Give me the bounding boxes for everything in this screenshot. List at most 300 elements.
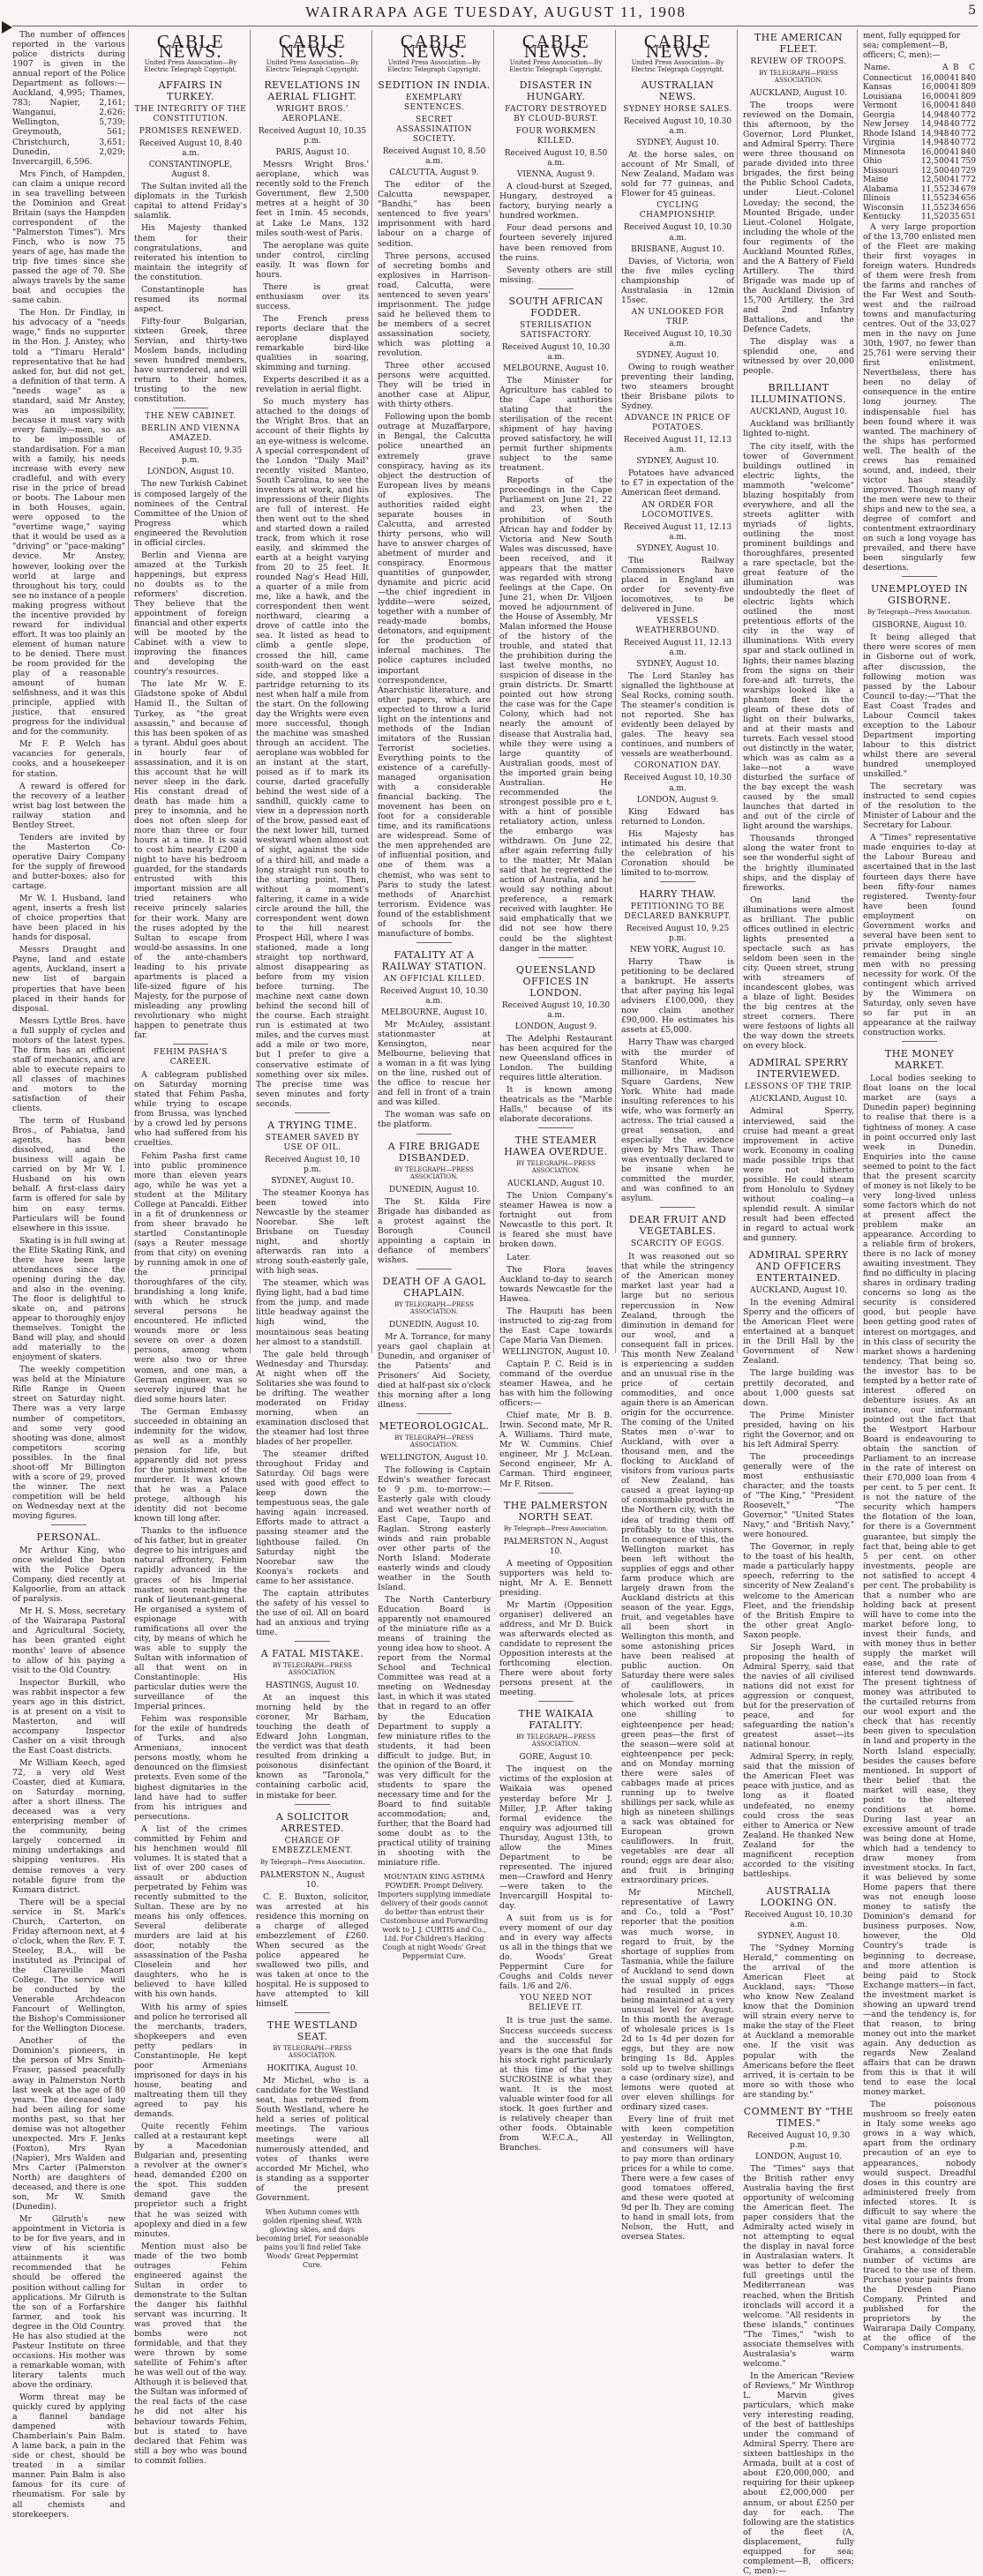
article-body [621,257,734,305]
dateline: NEW YORK, August 10. [629,946,726,955]
fleet-table-row [863,185,976,195]
paragraph: The Hon. Dr Findlay, in his advocacy of a "needs wage," finds no supporter in the Hon. J. Anstey, who told a "Timaru Herald" representative that he had asked for, but did not get, a definition of that term. A "needs wage" as a standard, said Mr Anstey, was an impossibility, because it must vary with every family—men, so as to be impossible of standardisation. For a man with a family, his needs increase with every new cradleful, and with every rise in the price of bread or boots. The Labour men in both Houses, again, were opposed to the "overtime wage," saying that it would be used as a "driving" or "pace-making" device. Mr Anstey, however, looking over the world at large and throughout his tory, could see no instance of a people making progress without the incentive provided by reward for individual effort. It was too plainly an element of human nature to be denied. There must be room provided for the play of a reasonable amount of human selfishness, and it was this principle, applied with justice, that ensured progress for the individual and for the community. [12,308,125,738]
assoc-line: United Press Association—By Electric Telegraph Copyright. [509,59,603,74]
dateline: MELBOURNE, August 10. [381,1007,487,1017]
fleet-table-header-cell: B [953,64,959,73]
paragraph: Mr Michel, who is a candidate for the Westland seat, has returned from South Westland, where he held a series of political meetings. The various meetings were all numerously attended, and votes of thanks were accorded Mr Michel, who is standing as a supporter of the present Government. [256,2076,369,2203]
paragraph: Reports of the proceedings in the Cape Parliament on June 21, 22 and 23, when the prohibition of South African hay and fodder by Victoria and New South Wales was discussed, have been received, and it appears that the matter was regarded with strong feelings at the Cape. On June 21, when Dr. Viljoen moved he adjournment of the House of Assembly, Mr Malan informed the House of the history of the trouble, and stated that the prohibition during the last twelve months, no suspicion of disease in the grain districts. Dr. Smartt pointed out how strong the case was for the Cape Colony, which had not nearly the amount of disease that Australia had, while they were using a large quantity of Australian goods, most of the imported grain being Australian. He recommended the strongest possible pro e t, with a hint of possible retaliatory action, unless the embargo was withdrawn. On June 22, after again referring fully to the matter, Mr Malan said that he regretted the action of Australia, and he would say nothing about preference, a remark received with laughter. He said emphatically that we did not see how there could be the slightest danger in the matter. [499,476,612,954]
assoc-line: United Press Association—By Electric Telegraph Copyright. [144,59,237,74]
fleet-table-cell: 772 [960,129,976,139]
dateline: LONDON, August 10. [754,2152,843,2161]
paragraph: So much mystery has attached to the doings of the Wright Bros. that an account of their flights by an eye-witness is welcome. A special correspondent of the London "Daily Mail" recently visited Manteo, South Carolina, to see the inventors at work, and his impressions of their flights are full of interest. He then went out to the shed and started down a railed track, from which it rose easily, and skimmed the earth at a height varying from 20 to 25 feet. It rounded Nag's Head Hill, a quarter of a mile from me, like a hawk, and the correspondent then went northward, clearing a drove of cattle into the sea. It listed as head to climb a gentle slope, crossed the hill, came south-ward on the east side, and stopped like a partridge returning to its nest when half a mile from the start. On the following day the Wrights were even more successful, though the machine was smashed through an accident. The aeroplane was wobbled for an instant at the start, poised as if to mark its course, darted gracefully behind the west side of a sandhill, quickly came to view in a depression north of the brow, passed east of the next lower hill, turned westward when almost out of sight, against the side of a third hill, and made a long straight run south to the starting point. Then, without a moment's faltering, it came in a wide circle around the hill, the correspondent went down to the hill nearest Prospect Hill, where I was stationed, made a long straight top northward, almost disappearing as before from my vision before turning. The machine next came down behind the second hill of the course. Each straight run is estimated at two miles, and the curves must add a mile or two more, but I prefer to give a conservative estimate of something over six miles. The precise time was seven minutes and forty seconds. [256,397,369,1109]
article-heading: REVELATIONS IN AERIAL FLIGHT. [264,79,361,103]
column-7 [743,30,854,2576]
column-divider [128,30,129,1353]
paragraph: Inspector Burkill, who was rabbit inspector a few years ago in this district, is at present on a visit to Masterton, and will accompany Inspector Casher on a visit through the East Coast districts. [12,1677,125,1756]
dateline: SYDNEY, August 10. [636,350,719,360]
received-line: Received August 10, 9.30 p.m. [747,2130,851,2150]
paragraph: It is known among theatricals as the "Marble Halls," because of its elaborate decorations. [499,1084,612,1125]
fleet-table-cell: 651 [960,213,976,222]
assoc-line: United Press Association—By Electric Telegraph Copyright. [631,59,724,74]
received-line: Received August 10, 10.30 a.m. [379,986,489,1006]
article-body [256,160,369,1109]
article-heading: A FIRE BRIGADE DISBANDED. [387,1140,481,1164]
fleet-table-cell: 41 [949,157,960,167]
article-subheading: LESSONS OF THE TRIP. [744,1082,853,1092]
article-subheading: THE NEW CABINET. [145,412,236,422]
dateline: LONDON, August 10. [146,468,235,477]
article-heading: UNEMPLOYED IN GISBORNE. [871,583,968,607]
paragraph: Skating is in full swing at the Elite Skating Rink, and there have been large attendances since the opening during the day, and also in the evening. The floor is delightful to skate on, and patrons appear to thoroughly enjoy themselves. Tonight the Band will play, and should add materially to the enjoyment of skaters. [12,1235,125,1363]
received-line: Received August 10, 10.30 a.m. [501,1000,611,1020]
fleet-table-row [863,176,976,185]
paragraph: The inquest on the victims of the explosion at Waikaia was opened yesterday before Mr J. Miller, J.P. After taking formal evidence the enquiry was adjourned till Thursday, August 13th, to allow the Mines Department to be represented. The injured men—Crawford and Henry—were taken to the Invercargill Hospital to-day. [499,1764,612,1912]
fleet-table-cell: 11,552 [920,184,949,194]
article-subheading: AN ORDER FOR LOCOMOTIVES. [642,500,714,520]
dateline: AUCKLAND, August 10. [750,89,847,98]
dateline: SYDNEY, August 10. [271,1176,354,1186]
fleet-table-row [863,101,976,111]
paragraph: Chief mate, Mr B. B. Irwin. Second mate, Mr R. A. Williams. Third mate, Mr W. Cummins. Chief engineer, Mr J. McLean. Second engineer, Mr A. Carman. Third engineer, Mr F. Ritson. [499,1411,612,1489]
article-body [499,2016,612,2153]
paragraph: The German Embassy succeeded in obtaining an indemnity for the widow, as well as a monthly pension for life, but apparently did not press for the punishment of the murderer. It was known that he was a Palace protege, although his identity did not become known till long after. [134,1406,247,1524]
paragraph: King Edward has returned to London. [621,806,734,827]
received-line: Received August 10, 8.40 a.m. [139,139,243,159]
article-body [256,1188,369,1637]
paragraph: Mr William Keech, aged 72, a very old West Coaster, died at Kumara, on Saturday morning, after a short illness. The deceased was a very enterprising member of the community, being largely concerned in mining undertakings and shipping ventures. His demise removes a very notable figure from the Kumara district. [12,1758,125,1895]
telegraph-line: BY TELEGRAPH—PRESS ASSOCIATION. [273,1661,352,1676]
fleet-table-cell: 34 [949,184,960,194]
received-line: Received August 10, 10.30 a.m. [623,774,732,793]
paragraph: The steamer drifted throughout Friday and Saturday. Oil bags were used with good effect to keep down the tempestuous seas, the gale having again increased. Efforts made to attract a passing steamer and the lighthouse failed. On Saturday night the Noorebar saw the Koonya's rockets and came to her assistance. [256,1449,369,1586]
paragraph: Worm threat may be quickly cured by applying a flannel bandage dampened with Chamberlain's Pain Balm. A lame back, a pain in the side or chest, should be treated in a similar manner. Pain Balm is also famous for its cure of rheumatism. For sale by all chemists and storekeepers. [12,2393,125,2520]
article-heading: THE PALMERSTON NORTH SEAT. [503,1499,609,1523]
paragraph: The display was a splendid one, and witnessed by over 20,000 people. [743,337,854,377]
paragraph: Later. [507,1252,531,1262]
separator [295,1804,330,1805]
dateline: VIENNA, August 9. [516,170,596,180]
paragraph: The Minister for Agriculture has cabled to the Cape authorities stating that the sterilisation of the recent shipment of hay having proved satisfactory, he will permit further shipments subject to the same treatment. [499,375,612,474]
advertisement: When Autumn comes with golden ripening sheaf, With glowing skies, and days becoming brief, For seasonable pains you'll find relief Take Woods' Great Peppermint Cure. [256,2207,369,2269]
fleet-table-row [863,213,976,222]
paragraph: Owing to rough weather preventing their landing, two steamers brought their Brisbane pilots to Sydney. [621,362,734,412]
dateline: PALMERSTON N., August 10. [259,1870,365,1890]
fleet-table-cell: Kentucky [863,213,901,222]
paragraph: The following is Captain Edwin's weather forecast to 9 p.m. to-morrow:—Easterly gale with cloudy and wet weather north of East Cape, Taupo and Raglan. Strong easterly winds and rain probable over other parts of the North Island. Moderate easterly winds and cloudy weather in the South Island. [378,1465,491,1592]
page-number: 5 [968,4,976,18]
fleet-table-cell: 35 [949,213,960,222]
dateline: LONDON, August 9. [514,1022,597,1031]
received-line: Received August 10, 10.30 a.m. [623,223,732,243]
dateline: SYDNEY, August 10. [636,660,719,670]
separator [295,2012,330,2013]
paragraph: Auckland was brilliantly lighted to-night. [743,419,854,439]
dateline: CONSTANTINOPLE, August 8. [148,161,233,180]
fleet-table-header-cell: A [942,64,949,73]
article-body [499,1191,612,1345]
paragraph: The weekly competition was held at the Miniature Rifle Range in Queen street on Saturday night. There was a very large number of competitors, and some very good shooting was done, almost competitors scoring possibles. In the final shoot-off Mr Billington with a score of 29, proved the winner. The next competition will be held on Wednesday next at the moving figures. [12,1365,125,1521]
article-subheading: BERLIN AND VIENNA AMAZED. [140,424,241,444]
paragraph: The St. Kilda Fire Brigade has disbanded as a protest against the Borough Council appointing a captain in defiance of members' wishes. [378,1196,491,1265]
article-body [743,101,854,376]
separator [538,288,574,289]
fleet-table-cell: 11,552 [920,194,949,204]
paragraph: Admiral Sperry, in reply, said that the mission of the American Fleet was peace with justice, and as long as it floated undefeated, no enemy could cross the seas either to America or New Zealand. He thanked New Zealand for the magnificent reception accorded to the visiting battleships. [743,1752,854,1879]
article-heading: A SOLICITOR ARRESTED. [275,1810,349,1834]
paragraph: Berlin and Vienna are amazed at the Turkish happenings, but express no doubts as to the reformers' discretion. They believe that the appointment of foreign financial and other experts will be mooted by the Cabinet with a view to improving the finances and developing the country's resources. [134,550,247,678]
article-heading: METEOROLOGICAL. [379,1420,490,1433]
received-line: Received August 11, 12.13 a.m. [623,638,732,657]
fleet-table-cell: Connecticut [863,73,912,83]
assoc-line: United Press Association—By Electric Telegraph Copyright. [387,59,481,74]
article-heading: ADMIRAL SPERRY AND OFFICERS ENTERTAINED. [748,1249,849,1284]
fleet-table-cell: 40 [949,129,960,139]
paragraph: Mr Mitchell, representative of Lawry and Co., told a "Post" reporter that the position was much worse, in regard to fruit, by the shortage of supplies from Tasmania, while the failure of Auckland to send down the usual supply of eggs had resulted in prices being maintained at a very unusual level for August. In this month the average of wholesale prices is 1s 2d to 1s 4d per dozen for eggs, but they are now bringing 1s 8d. Apples sold up to twelve shillings a case (ordinary size), and lemons were quoted at over eleven shillings for ordinary sized cases. [621,1888,734,2113]
fleet-table-cell: 656 [960,194,976,204]
article-subheading: REVIEW OF TROOPS. [750,57,847,66]
article-body [743,2164,854,2576]
fleet-table-cell: 772 [960,139,976,148]
paragraph: On land the illuminations were almost as brilliant. The public offices outlined in electric lights presented a spectacle such as has seldom been seen in the city. Queen street, strung with streamers of incandescent globes, was a blaze of light. Besides the big centres at the street corners. There were festoons of lights all the way down the streets on every block. [743,895,854,1052]
fleet-table-cell: 759 [960,157,976,167]
article-subheading: STEAMER SAVED BY USE OF OIL. [265,1133,360,1152]
fleet-table-cell: 840 [960,147,976,157]
paragraph: A reward is offered for the recovery of a leather wrist bag lost between the railway station and Bentley Street. [12,781,125,830]
paragraph: Tenders are invited by the Masterton Co-operative Dairy Company for the supply of firewood and butter-boxes; also for cartage. [12,832,125,892]
paragraph: Harry Thaw is petitioning to be declared a bankrupt. He asserts that after paying his legal advisers £100,000, they now claim another £90,000. He estimates his assets at £5,000. [621,957,734,1036]
fleet-table-row [863,139,976,148]
fleet-table-cell: 772 [960,120,976,130]
telegraph-line: BY TELEGRAPH—PRESS ASSOCIATION. [273,2045,352,2060]
paragraph: It was reasoned out so that while the stringency of the American money market last year had a large but no serious repercussion in New Zealand, through the diminution in demand for our wool, and a consequent fall in prices. This month New Zealand is experiencing a sudden and an unusual rise in the price of certain commodities, and once again there is an American origin for the occurrence. The coming of the United States men o'-war to Auckland, with over a thousand men, and the flocking to Auckland of visitors from various parts of New Zealand, has caused a great laying-up of consumable products in the Northern city, with the idea of trading them off profitably to the visitors. In consequence of this, the Wellington market has been left without the supplies of eggs and other farm produce which are largely drawn from the Auckland districts at this season of the year. Eggs, fruit, and vegetables have all been short in Wellington this month, and some astonishing prices have been realised at public auction. On Saturday there were sales of cauliflowers, in wholesale lots, at prices which worked out from one shilling to eighteenpence per head; green peas—the first of the season—were sold at eighteenpence per peck; and on Monday morning there were sales of cabbages made at prices running up to twelve shillings per sack, while as high as nineteen shillings a sack was obtained for European grown cauliflowers. In fruit, vegetables are dear all round; eggs are dear also; and fruit is bringing extraordinary prices. [621,1252,734,1886]
column-divider [615,30,616,1353]
paragraph: Local bodies seeking to float loans on the local market are (says a Dunedin paper) beginning to realise that there is a tightness of money. A case in point occurred only last week in Dunedin. Enquiries into the cause seemed to point to the fact that the present scarcity of money is not likely to be very long-lived unless some factors which do not at present affect the problem make an appearance. According to a reliable firm of brokers, there is no lack of money awaiting investment. They find no difficulty in placing shares in ordinary trading concerns so long as the security is considered good, but people have been getting good rates of interest on mortgages, and in this class of security the market shows a hardening tendency. That being so, the investor has to be tempted by a better rate of interest offered on debenture issues. As an instance, our informant pointed out the fact that the Westport Harbour Board is endeavouring to obtain the sanction of Parliament to an increase in the rate of interest on their £70,000 loan from 4 per cent. to 5 per cent. It is not the nature of the security which hampers the flotation of the loan, for there is a Government guarantee, but simply the fact that, being able to get 5 per cent. on other investments, people are not satisfied to accept 4 per cent. The probability is that a number who are holding back at present will have to come into the market before long, to invest their funds, and with money thus in better supply the market will ease, and the rate of interest tend downwards. The present tightness of money was attributed to the curtailed returns from our wool export and the check that has recently been given to speculation in land and property in the North Island especially, besides the causes before mentioned. In support of their belief that the market will ease, they point to the altered conditions at home. During last year an excessive amount of trade was being done at Home, which had a tendency to draw money from investment stocks. In fact, it was believed by some Home papers that there was not enough loose money to satisfy the Dominion's demand for business purposes. Now, however, the Old Country's trade is beginning to decrease, and more attention is being paid to Stock Exchange matters—in fact, the investment market is showing an upward trend—and the tendency is, for that reason, to bring money out into the market again. Any deduction as regards New Zealand affairs that can be drawn from this is that it will tend to ease the local money market. [863,1074,976,2098]
ad-heading: YOU NEED NOT BELIEVE IT. [519,1994,593,2013]
article-subheading: SECRET ASSASSINATION SOCIETY. [395,116,473,145]
article-subheading: SCARCITY OF EGGS. [630,1239,725,1249]
article-body [378,180,491,939]
paragraph: The Sultan invited all the diplomats in the Turkish capital to attend Friday's salamlik. [134,182,247,221]
telegraph-line: BY TELEGRAPH—PRESS ASSOCIATION. [759,70,838,84]
fleet-table-row [863,167,976,176]
article-body [378,1465,491,1868]
article-body [863,633,976,1037]
column-divider [737,30,738,1353]
article-heading: AFFAIRS IN TURKEY. [158,79,223,103]
paragraph: Mr Gilruth's new appointment in Victoria is to be for five years, and in view of his scientific attainments it was recommended that he should be offered the position without calling for applications. Mr Gilruth is the son of a Forfarshire farmer, and took his degree in the Old Country. He has also studied at the Pasteur Institute on three occasions. His mother was a remarkable woman, with literary talents much above the ordinary. [12,2214,125,2390]
fleet-table-row [863,120,976,130]
telegraph-line: By Telegraph—Press Association. [503,1524,609,1532]
paragraph: Mr A. Torrance, for many years gaol chaplain at Dunedin, and organiser of the Patients' and Prisoners' Aid Society, died at half-past six o'clock this morning after a long illness. [378,1331,491,1411]
paragraph: Quite recently Fehim called at a restaurant kept by a Macedonian Bulgarian and, presenting a revolver at the owner's head, demanded £200 on the spot. This sudden demand gave the proprietor such a fright that he was seized with apoplexy and died in a few minutes. [134,2122,247,2239]
article-body [621,671,734,759]
dateline: SYDNEY, August 10. [757,1931,840,1941]
paragraph: There is great enthusiasm over its success. [256,281,369,311]
paragraph: Sir Joseph Ward, in proposing the health of Admiral Sperry, said that the navies of all civilised nations did not exist for aggression or conquest, but for the preservation of peace, and for safeguarding the nation's greatest asset—its national honour. [743,1642,854,1750]
article-body [863,1074,976,2353]
separator [51,1524,86,1525]
article-heading: THE AMERICAN FLEET. [754,32,844,55]
fleet-table-cell: 41 [949,73,960,83]
received-line: Received August 10, 8.50 a.m. [382,147,486,167]
separator [295,1112,330,1113]
paragraph: Mr H. S. Moss, secretary of the Wairarapa Pastoral and Agricultural Society, has been granted eight months' leave of absence to allow of his paying a visit to the Old Country. [12,1606,125,1675]
separator [538,1127,574,1128]
article-heading: SOUTH AFRICAN FODDER. [508,295,604,318]
fleet-table-cell: 34 [949,194,960,204]
article-heading: A FATAL MISTAKE. [260,1647,364,1659]
paragraph: The Flora leaves Auckland to-day to search towards Newcastle for the Hawea. [499,1264,612,1304]
article-body [621,363,734,411]
dateline: AUCKLAND, August 10. [507,1179,604,1189]
dateline: AUCKLAND, August 10. [750,408,847,417]
article-subheading: THE INTEGRITY OF THE CONSTITUTION. [134,105,247,124]
telegraph-line: BY TELEGRAPH—PRESS ASSOCIATION. [394,1300,474,1315]
column-divider [371,30,372,1353]
paragraph: Potatoes have advanced to £7 in expectation of the American fleet demand. [621,468,734,498]
article-heading: BRILLIANT ILLUMINATIONS. [750,382,847,406]
fleet-table-cell: 14,948 [920,120,949,130]
paragraph: Seventy others are still missing. [499,265,612,285]
fleet-table-row [863,204,976,213]
fleet-table-cell: Kansas [863,83,892,93]
article-body [743,1298,854,1879]
paragraph: The term of Husband Bros., of Pahiatua, land agents, has been dissolved, and the business will again be carried on by Mr W. I. Husband on his own behalf. A first-class dairy farm is offered for sale by him on easy terms. Particulars will be found elsewhere in this issue. [12,1116,125,1233]
telegraph-line: BY TELEGRAPH—PRESS ASSOCIATION. [516,1160,596,1175]
column-3 [256,30,369,2269]
fleet-table-cell: Rhode Island [863,129,916,139]
received-line: Received August 10, 9.25 p.m. [626,924,730,943]
paragraph: Mr Martin (Opposition organiser) delivered an address, and Mr D. Buick was afterwards elected as candidate to represent the Opposition interests at the forthcoming election. There were about forty persons present at the meeting. [499,1599,612,1698]
article-subheading: VESSELS WEATHERBOUND. [635,616,720,635]
paragraph: The Prime Minister presided, having on his right the Governor, and on his left Admiral Sperry. [743,1410,854,1449]
received-line: Received August 10, 10 p.m. [265,1155,360,1174]
dateline: SYDNEY, August 10. [636,139,719,148]
dateline: MELBOURNE, August 10. [503,363,609,373]
article-body [621,150,734,198]
article-body [743,419,854,1051]
separator [902,576,937,577]
col1-paragraphs [12,30,125,1521]
paragraph: The number of offences reported in the various police districts during 1907 is given in the annual report of the Police Department as follows:—Auckland, 4,995; Thames, 783; Napier, 2,161; Wanganui, 2,626; Wellington, 5,739; Greymouth, 561; Christchurch, 3,651; Dunedin, 2,029; Invercargill, 6,596. [12,30,125,167]
article-body [256,1892,369,2010]
fleet-table-cell: 40 [949,110,960,120]
received-line: Received August 11, 12.13 a.m. [623,436,732,455]
fleet-table-cell: New Jersey [863,120,910,130]
article-heading: COMMENT BY "THE TIMES." [743,2105,854,2129]
fleet-table-header [863,63,976,74]
paragraph: Following upon the bomb outrage at Muzaffarpore, in Bengal, the Calcutta police unearthed an extremely grave conspiracy, having as its object the destruction of European lives by means of explosives. The authorities raided eight separate houses in Calcutta, and arrested thirty persons, who will have to answer charges of abetment of murder and conspiracy. Enormous quantities of gunpowder, dynamite and picric acid —the chief ingredient in lyddite—were seized, together with a number of ready-made bombs, detonators, and equipment for the production of infernal machines. The police captures included important correspondence, Anarchistic literature, and other papers, which are expected to throw a lurid light on the intentions and methods of the Indian imitators of the Russian Terrorist societies. Everything points to the existence of a carefully-managed organisation with a considerable financial backing. The movement has been on foot for a considerable time, and its ramifications are widespread. Some of the men apprehended are of influential position, and one of them was a chemist, who was sent to Paris to study the latest methods of Anarchist terrorism. Evidence was found of the establishment of schools for the manufacture of bombs. [378,412,491,939]
article-body [499,1359,612,1489]
fleet-table-cell: 656 [960,203,976,213]
article-heading: ADMIRAL SPERRY INTERVIEWED. [748,1057,849,1081]
paragraph: The poisonous mushroom so freely eaten in Italy some weeks ago grows in a way which, apart from the ordinary precaution of an eye to appearances, nobody would suspect. Dreadful doses in this country are administered freely from infected stores. It is difficult to say where the vital game are found, but there is no doubt, with the best knowledge of the best Grahams, a considerable number of victims are traced to the use of them. Purchase your paints from the Dresden Piano Company. Printed and published for the proprietors by the Wairarapa Daily Company, at the office of the Company's instruments. [863,2100,976,2354]
paragraph: Messrs Lyttle Bros. have a full supply of cycles and motors of the latest types. The firm has an efficient staff of mechanics, and are able to execute repairs to all classes of machines and motors to the satisfaction of their clients. [12,1015,125,1114]
received-line: Received August 10, 10.30 a.m. [744,1910,853,1929]
paragraph: Davies, of Victoria, won the five miles cycling championship of Australasia in 12min 15sec. [621,256,734,305]
article-body [499,1034,612,1124]
paragraph: In the American "Review of Reviews," Mr Winthrop L. Marvin gives particulars, which make very interesting reading, of the best of battleships under the command of Admiral Sperry. There are sixteen battleships in the Armada, built at a cost of about £20,000,000, and requiring for their upkeep about £2,000,000 per annum, or about £250 per day for each. The following are the statistics of the fleet (A, displacement, fully equipped for sea; complement—B, officers; C, men):— [743,2370,854,2576]
paragraph: Thanks to the influence of his father, but in greater degree to his intrigues and natural effrontery, Fehim rapidly advanced in the graces of his Imperial master, soon reaching the rank of lieutenant-general. He organised a system of espionage with ramifications all over the city, by means of which he was able to supply the Sultan with information of all that went on in Constantinople. His particular duties were the surveillance of the Imperial princes. [134,1526,247,1712]
fleet-table-cell: 14,948 [920,129,949,139]
paragraph: His Majesty has intimated his desire that the celebration of his Coronation should be limited to to-morrow. [621,828,734,878]
paragraph: At an inquest this morning held by the coroner, Mr Barham, touching the death of Edward John Longman, the verdict was that death resulted from drinking a poisonous disinfectant known as "Taronola," containing carbolic acid, in mistake for beer. [256,1693,369,1801]
fleet-table-row [863,111,976,121]
article-body [256,2076,369,2203]
fleet-table-cell: 34 [949,203,960,213]
fleet-table [863,63,976,222]
fleet-table-cell: Illinois [863,194,890,204]
fleet-table-cell: Wisconsin [863,203,904,213]
dateline: CALCUTTA, August 9. [389,168,479,178]
paragraph: The Lord Stanley has signalled the lighthouse at Seal Rocks, coming south. The steamer's condition is not reported. She has evidently been delayed by gales. The heavy sea continues, and numbers of vessels are weatherbound. [621,671,734,760]
article-body [134,182,247,404]
dateline: SYDNEY, August 10. [636,543,719,553]
telegraph-line: By Telegraph—Press Association. [259,1858,365,1866]
paragraph: Three other accused persons were acquitted. They will be tried in another case at Alipur, with thirty others. [378,361,491,410]
paragraph: The gale held through Wednesday and Thursday. At night when off the Solitaries she was found to be drifting. The weather moderated on Friday morning, when an examination disclosed that the steamer had lost three blades of her propeller. [256,1349,369,1448]
article-subheading: FOUR WORKMEN KILLED. [515,127,597,146]
paragraph: It is true just the same. Success succeeds success and the successful for years is the one that finds his stock right particularly at this time of the year. SUCROSINE is what they want. It is the most valuable winter food for all stock. It goes further and is relatively cheaper than other foods. Obtainable from W.F.C.A., All Branches. [499,2016,612,2153]
dateline: WELLINGTON, August 10. [501,1347,611,1357]
telegraph-line: BY TELEGRAPH—PRESS ASSOCIATION. [516,1734,596,1749]
paragraph: Fehim Pasha first came into public prominence more than eleven years ago, while he was yet a student at the Military College at Pancaldi. Either in a fit of drunkenness or from sheer bravado he startled Constantinople (says a Reuter message from that city) on evening by running amok in one of the principal thoroughfares of the city, brandishing a long knife, with which he struck several persons he encountered. He inflicted wounds more or less severe on over a dozen persons, among whom were also two or three women, and one man, a German engineer, was so severely injured that he died some hours later. [134,1150,247,1404]
paragraph: Thousands thronged along the water front to see the wonderful sight of the brightly illuminated ships, and the display of fireworks. [743,834,854,893]
article-heading: FATALITY AT A RAILWAY STATION. [381,948,487,972]
paragraph: Another of the Dominion's pioneers, in the person of Mrs Smith-Fraser, passed peacefully away in Palmerston North last week at the age of 80 years. The deceased lady had been ailing for some months past, so that her demise was not altogether unexpected. Mrs F. Jenks (Foxton), Mrs Ryan (Napier), Mrs Walden and Mrs Carter (Palmerston North) are daughters of deceased, and there is one son, Mr W. Smith (Dunedin). [12,2036,125,2213]
column-divider [857,30,858,1353]
column-divider [493,30,494,1353]
received-line: Received August 10, 10.35 p.m. [258,127,367,146]
paragraph: A cablegram published on Saturday morning stated that Fehim Pasha, while trying to escape from Brussa, was lynched by a crowd led by persons who had suffered from his cruelties. [134,1070,247,1149]
paragraph: The aeroplane was quite under control, circling easily. It was flown for hours. [256,240,369,280]
article-heading: DEATH OF A GAOL CHAPLAIN. [382,1275,486,1299]
fleet-table-cell: 40 [949,166,960,176]
article-body [499,1764,612,1991]
paragraph: The captain attributes the safety of his vessel to the use of oil. All on board had an anxious and trying time. [256,1588,369,1637]
paragraph: Mr Arthur King, who once wielded the baton with the Police Opera Company, died recently at Kalgoorlie, from an attack of paralysis. [12,1546,125,1605]
paragraph: Harry Thaw was charged with the murder of Stanford White, a millionaire, in Madison Square Gardens, New York. White had made insulting references to his wife, who was formerly an actress. The trial caused a great sensation, and especially the evidence given by Mrs Thaw. Thaw was eventually declared to be insane when he committed the murder, and was confined to an asylum. [621,1037,734,1204]
fleet-table-cell: Vermont [863,101,897,111]
fleet-table-cell: 14,948 [920,139,949,148]
fleet-table-row [863,74,976,84]
received-line: Received August 10, 9.35 p.m. [139,446,243,466]
paragraph: C. E. Buxton, solicitor, was arrested at his residence this morning on a charge of alleged embezzlement of £260. When secured as the police appeared he swallowed two pills, and was taken at once to the hospital. He is supposed to have attempted to kill himself. [256,1891,369,2010]
article-heading: DISASTER IN HUNGARY. [519,79,593,103]
article-subheading: WRIGHT BROS.' AEROPLANE. [276,105,349,124]
dateline: BRISBANE, August 10. [631,244,724,254]
article-body [378,1332,491,1410]
paragraph: A "Times" representative made enquiries to-day at the Labour Bureau and ascertained that in the last fourteen days there have been fifty-four names registered. Twenty-four have been found employment on Government works and several have been sent to private employers, the remainder being single men with no pressing necessity for work. Of the contingent which arrived by the Wimmera on Saturday, only seven have so far put in an appearance at the railway construction works. [863,833,976,1038]
fleet-table-cell: Georgia [863,110,896,120]
article-subheading: SYDNEY HORSE SALES. [623,105,732,115]
fleet-table-cell: 41 [949,92,960,101]
received-line: Received August 10, 10.30 a.m. [623,117,732,137]
fleet-table-cell: 12,500 [920,157,949,167]
paragraph: The Governor, in reply to the toast of his health, made a particularly happy speech, referring to the sincerity of New Zealand's welcome to the American Fleet, and the friendship of the British Empire to the other great Anglo-Saxon people. [743,1542,854,1640]
fleet-table-row [863,83,976,93]
paragraph: The secretary was instructed to send copies of the resolution to the Minister of Labour and the Secretary for Labour. [863,782,976,831]
article-body [134,479,247,1040]
received-line: Received August 10, 10.30 a.m. [501,342,611,362]
fleet-table-cell: 12,500 [920,166,949,176]
fleet-table-cell: Maine [863,176,889,185]
article-body [621,556,734,614]
article-body [863,222,976,573]
dateline: PARIS, August 10. [275,148,349,158]
paragraph: With his army of spies and police he terrorised all the merchants, traders, shopkeepers and even petty pedlars in Constantinople. He kept poor Armenians imprisoned for days in his house, beating and maltreating them till they agreed to pay his demands. [134,2002,247,2120]
fleet-table-cell: 809 [960,83,976,93]
advertisement: MOUNTAIN KING ASTHMA POWDER. Prompt Delivery. Importers supplying immediate delivery of their goods cannot do better than entrust their Customhouse and Forwarding work to J. J. CURTIS and Co., Ltd. For Children's Hacking Cough at night Woods' Great Peppermint Cure. [378,1873,491,1961]
paragraph: The North Canterbury Education Board is apparently not enamoured of the miniature rifle as a means of training the young idea how to shoot. A report from the Normal School and Technical Committee was read at a meeting on Wednesday last, in which it was stated that in regard to an offer by the Education Department to supply a few miniature rifles to the students, it had been difficult to judge. But, in the opinion of the Board, it was very difficult for the students to spare the necessary time and for the Board to find suitable accommodation; and, further, that the Board had some doubt as to the practical utility of training in shooting with the miniature rifle. [378,1594,491,1868]
paragraph: The Union Company's steamer Hawea is now a fortnight out from Newcastle to this port. It is feared she must have broken down. [499,1191,612,1250]
telegraph-line: BY TELEGRAPH—PRESS ASSOCIATION. [394,1434,474,1449]
fleet-table-cell: 729 [960,166,976,176]
assoc-line: United Press Association—By Electric Telegraph Copyright. [266,59,359,74]
fleet-table-cell: 840 [960,73,976,83]
paragraph: The "Times" says that the British rather envy Australia having the first opportunity of welcoming the American fleet. The paper considers that the Admiralty acted wisely in not attempting to equal the display in naval force in Australasian waters. It was better to defer the full greetings until the Mediterranean was reached, when the British ironclads will accord it a welcome. "All residents in these islands," continues "The Times," "wish to associate themselves with Australasia's warm welcome." [743,2163,854,2369]
fleet-table-row [863,148,976,158]
fleet-table-cell: 16,000 [920,101,949,111]
fleet-table-cell: 12,500 [920,176,949,185]
fleet-table-row [863,130,976,139]
article-body [499,182,612,284]
fleet-table-cell: 41 [949,147,960,157]
column-6 [621,30,734,2242]
article-heading: SEDITION IN INDIA. [378,79,491,92]
article-subheading: AN OFFICIAL KILLED. [383,974,485,984]
paragraph: The "Sydney Morning Herald," commenting on the arrival of the American Fleet at Auckland, says: "Those who know New Zealand know that the Dominion will strain every nerve to make the stay of the Fleet at Auckland a memorable one. If the visit was popular with the Americans before the fleet arrived, it is certain to be more so with those who are standing by." [743,1943,854,2100]
article-subheading: STERILISATION SATISFACTORY. [519,320,593,340]
paragraph: Constantinople has resumed its normal aspect. [134,284,247,314]
fleet-table-cell: 809 [960,92,976,101]
cable-news-banner: CABLE NEWS. [643,31,712,63]
fleet-table-cell: 16,000 [920,73,949,83]
article-subheading: CYCLING CHAMPIONSHIP. [639,201,717,221]
telegraph-line: BY TELEGRAPH—PRESS ASSOCIATION. [394,1165,474,1180]
separator [416,942,452,943]
paragraph: The Hauputi has been instructed to zig-zag from the East Cape towards Cape Maria Van Diemen. [499,1306,612,1345]
paragraph: At the horse sales, on account of Mr Small, of New Zealand, Madam was sold for 77 guineas, and Flower for 45 guineas. [621,150,734,199]
fleet-table-row [863,157,976,167]
fleet-table-cell: Ohio [863,157,882,167]
paragraph: There will be a special service in St. Mark's Church, Carterton, on Friday afternoon next, at 4 o'clock, when the Rev. F. T. Steeley, B.A., will be instituted as Principal of the Clareville Maori College. The service will be conducted by the Venerable Archdeacon Fancourt of Wellington, the Bishop's Commissioner for the Wellington Diocese. [12,1897,126,2034]
paragraph: Fifty-four Bulgarian, sixteen Greek, three Servian, and thirty-two Moslem bands, including seven hundred members, have surrendered, and will return to their homes, trusting to the new constitution. [134,316,247,405]
article-body [499,376,612,954]
paragraph: Fehim was responsible for the exile of hundreds of Turks, and also Armenians, innocent persons mostly, whom he denounced on the flimsiest pretexts. Even some of the highest dignitaries in the land have had to suffer from his intrigues and persecutions. [134,1714,247,1822]
fleet-table-cell: 772 [960,176,976,185]
separator [538,1701,574,1702]
fleet-table-cell: 11,520 [920,213,949,222]
separator [538,957,574,958]
article-subheading: CHARGE OF EMBEZZLEMENT. [272,1836,353,1855]
article-heading: AUSTRALIAN NEWS. [641,79,715,103]
fleet-table-cell: 16,000 [920,92,949,101]
article-subheading: AN UNLOOKED FOR TRIP. [631,307,724,326]
separator [416,1413,452,1414]
table-intro: ment, fully equipped for sea; complement—B, officers; C, men):— [863,32,961,61]
fleet-table-header-cell: C [969,64,975,73]
dateline: DUNEDIN, August 10. [388,1320,480,1329]
paragraph: The proceedings generally were of the most enthusiastic character, and the toasts of "The King," "President Roosevelt," "The Governor," "United States Navy," and "British Navy," were honoured. [743,1451,854,1540]
separator [173,1044,208,1045]
paragraph: Four dead persons and fourteen severely injured have been removed from the ruins. [499,223,612,263]
fleet-table-cell: 11,552 [920,203,949,213]
fleet-table-header-cell: Name. [864,64,890,73]
fleet-table-cell: 679 [960,184,976,194]
telegraph-line: By Telegraph—Press Association. [867,609,972,617]
paragraph: The new Turkish Cabinet is composed largely of the nominees of the Central Committee of the Union of Progress which engineered the Revolution in official circles. [134,479,247,548]
